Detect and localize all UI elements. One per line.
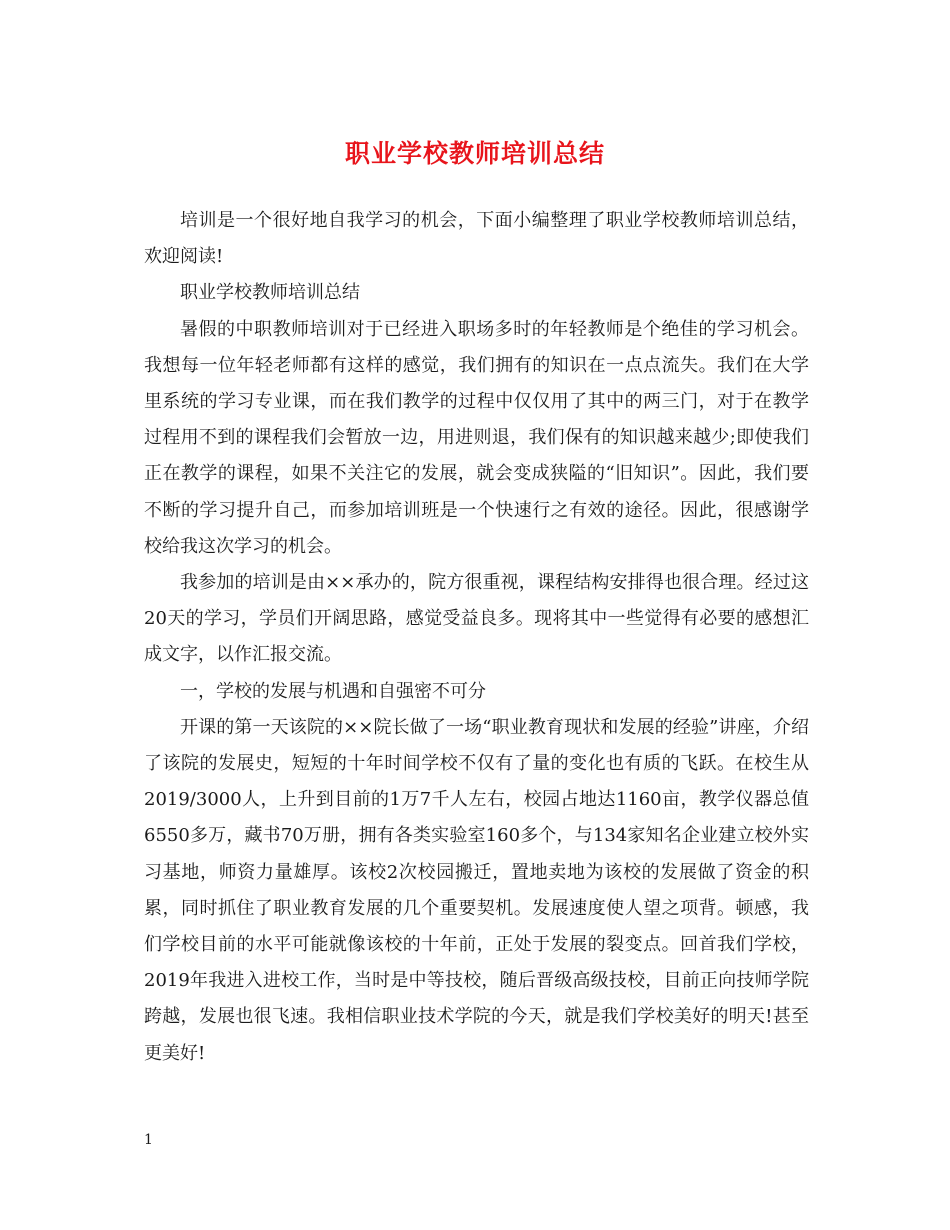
body-paragraph: 暑假的中职教师培训对于已经进入职场多时的年轻教师是个绝佳的学习机会。我想每一位年轻老师都有这样的感觉，我们拥有的知识在一点点流失。我们在大学里系统的学习专业课，而在我们教学的过程中仅仅用了其中的两三门，对于在教学过程用不到的课程我们会暂放一边，用进则退，我们保有的知识越来越少;即使我们正在教学的课程，如果不关注它的发展，就会变成狭隘的“旧知识”。因此，我们要不断的学习提升自己，而参加培训班是一个快速行之有效的途径。因此，很感谢学校给我这次学习的机会。 [144,318,809,557]
page-number: 1 [144,1132,153,1148]
document-body [144,203,809,1072]
body-paragraph: 开课的第一天该院的××院长做了一场“职业教育现状和发展的经验”讲座，介绍了该院的发展史，短短的十年时间学校不仅有了量的变化也有质的飞跃。在校生从2019/3000人，上升到目前的1万7千人左右，校园占地达1160亩，教学仪器总值6550多万，藏书70万册，拥有各类实验室160多个，与134家知名企业建立校外实习基地，师资力量雄厚。该校2次校园搬迁，置地卖地为该校的发展做了资金的积累，同时抓住了职业教育发展的几个重要契机。发展速度使人望之项背。顿感，我们学校目前的水平可能就像该校的十年前，正处于发展的裂变点。回首我们学校，2019年我进入进校工作，当时是中等技校，随后晋级高级技校，目前正向技师学院跨越，发展也很飞速。我相信职业技术学院的今天，就是我们学校美好的明天!甚至更美好! [144,716,809,1064]
intro-paragraph: 培训是一个很好地自我学习的机会，下面小编整理了职业学校教师培训总结，欢迎阅读! [144,210,809,268]
section-heading: 一，学校的发展与机遇和自强密不可分 [180,680,486,702]
subtitle-paragraph: 职业学校教师培训总结 [180,282,360,304]
document-title: 职业学校教师培训总结 [344,139,605,168]
body-paragraph: 我参加的培训是由××承办的，院方很重视，课程结构安排得也很合理。经过这20天的学习，学员们开阔思路，感觉受益良多。现将其中一些觉得有必要的感想汇成文字，以作汇报交流。 [144,572,809,666]
